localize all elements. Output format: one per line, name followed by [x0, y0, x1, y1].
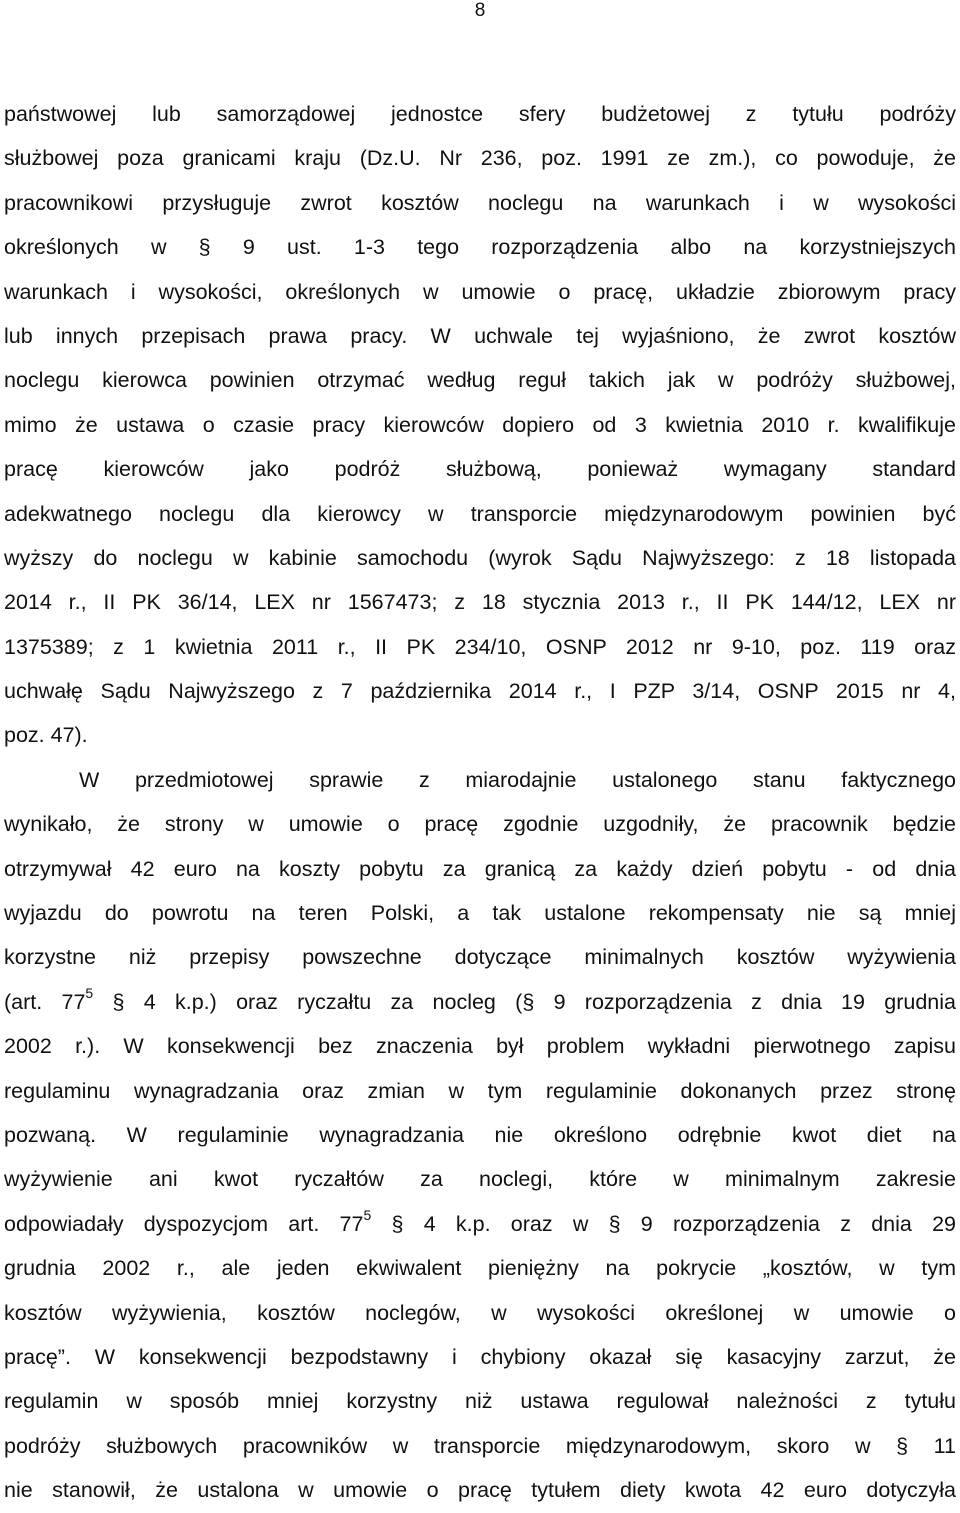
text-line: nie stanowił, że ustalona w umowie o pracę tytułem diety kwota 42 euro dotyczyła [4, 1478, 956, 1503]
paragraph-1 [4, 92, 956, 758]
text-line: lub innych przepisach prawa pracy. W uchwale tej wyjaśniono, że zwrot kosztów [4, 323, 956, 348]
text-line: 2014 r., II PK 36/14, LEX nr 1567473; z 18 stycznia 2013 r., II PK 144/12, LEX nr [4, 590, 956, 615]
text-line: poz. 47). [4, 723, 88, 748]
text-fragment: § 4 k.p.) oraz ryczałtu za nocleg (§ 9 rozporządzenia z dnia 19 grudnia [93, 989, 956, 1014]
text-line: pracownikowi przysługuje zwrot kosztów noclegu na warunkach i w wysokości [4, 190, 956, 215]
text-line: określonych w § 9 ust. 1-3 tego rozporządzenia albo na korzystniejszych [4, 235, 956, 260]
text-line: 2002 r.). W konsekwencji bez znaczenia był problem wykładni pierwotnego zapisu [4, 1034, 956, 1059]
text-line: regulamin w sposób mniej korzystny niż ustawa regulował należności z tytułu [4, 1389, 956, 1414]
paragraph-2 [4, 758, 956, 1513]
text-line: W przedmiotowej sprawie z miarodajnie ustalonego stanu faktycznego [79, 767, 956, 792]
text-line: regulaminu wynagradzania oraz zmian w tym regulaminie dokonanych przez stronę [4, 1078, 956, 1103]
text-line: służbowej poza granicami kraju (Dz.U. Nr 236, poz. 1991 ze zm.), co powoduje, że [4, 146, 956, 171]
text-line: 1375389; z 1 kwietnia 2011 r., II PK 234/10, OSNP 2012 nr 9-10, poz. 119 oraz [4, 634, 956, 659]
text-line: pracę”. W konsekwencji bezpodstawny i chybiony okazał się kasacyjny zarzut, że [4, 1344, 956, 1369]
text-line: noclegu kierowca powinien otrzymać według reguł takich jak w podróży służbowej, [4, 368, 956, 393]
text-line: grudnia 2002 r., ale jeden ekwiwalent pieniężny na pokrycie „kosztów, w tym [4, 1256, 956, 1281]
superscript: 5 [85, 984, 94, 1001]
text-line: wynikało, że strony w umowie o pracę zgodnie uzgodniły, że pracownik będzie [4, 812, 956, 837]
text-line: korzystne niż przepisy powszechne dotyczące minimalnych kosztów wyżywienia [4, 945, 956, 970]
text-line: kosztów wyżywienia, kosztów noclegów, w wysokości określonej w umowie o [4, 1300, 956, 1325]
document-body [4, 92, 956, 1513]
text-line: otrzymywał 42 euro na koszty pobytu za granicą za każdy dzień pobytu - od dnia [4, 856, 956, 881]
text-line: państwowej lub samorządowej jednostce sfery budżetowej z tytułu podróży [4, 102, 956, 126]
text-line-with-superscript [4, 980, 956, 1024]
text-line: podróży służbowych pracowników w transporcie międzynarodowym, skoro w § 11 [4, 1433, 956, 1458]
text-line: wyjazdu do powrotu na teren Polski, a tak ustalone rekompensaty nie są mniej [4, 901, 956, 926]
superscript: 5 [363, 1206, 372, 1223]
page-number: 8 [474, 0, 486, 21]
text-line: wyżywienie ani kwot ryczałtów za noclegi, które w minimalnym zakresie [4, 1167, 956, 1192]
text-line: uchwałę Sądu Najwyższego z 7 października 2014 r., I PZP 3/14, OSNP 2015 nr 4, [4, 679, 956, 704]
text-line: pracę kierowców jako podróż służbową, ponieważ wymagany standard [4, 457, 956, 482]
text-fragment: (art. 77 [4, 989, 86, 1014]
text-line: adekwatnego noclegu dla kierowcy w transporcie międzynarodowym powinien być [4, 501, 956, 526]
text-line: wyższy do noclegu w kabinie samochodu (wyrok Sądu Najwyższego: z 18 listopada [4, 545, 956, 570]
text-line: pozwaną. W regulaminie wynagradzania nie określono odrębnie kwot diet na [4, 1122, 956, 1147]
text-line-with-superscript [4, 1202, 956, 1246]
text-fragment: odpowiadały dyspozycjom art. 77 [4, 1211, 364, 1236]
text-line: warunkach i wysokości, określonych w umowie o pracę, układzie zbiorowym pracy [4, 279, 956, 304]
text-fragment: § 4 k.p. oraz w § 9 rozporządzenia z dnia 29 [371, 1211, 956, 1236]
text-line: mimo że ustawa o czasie pracy kierowców dopiero od 3 kwietnia 2010 r. kwalifikuje [4, 412, 956, 437]
